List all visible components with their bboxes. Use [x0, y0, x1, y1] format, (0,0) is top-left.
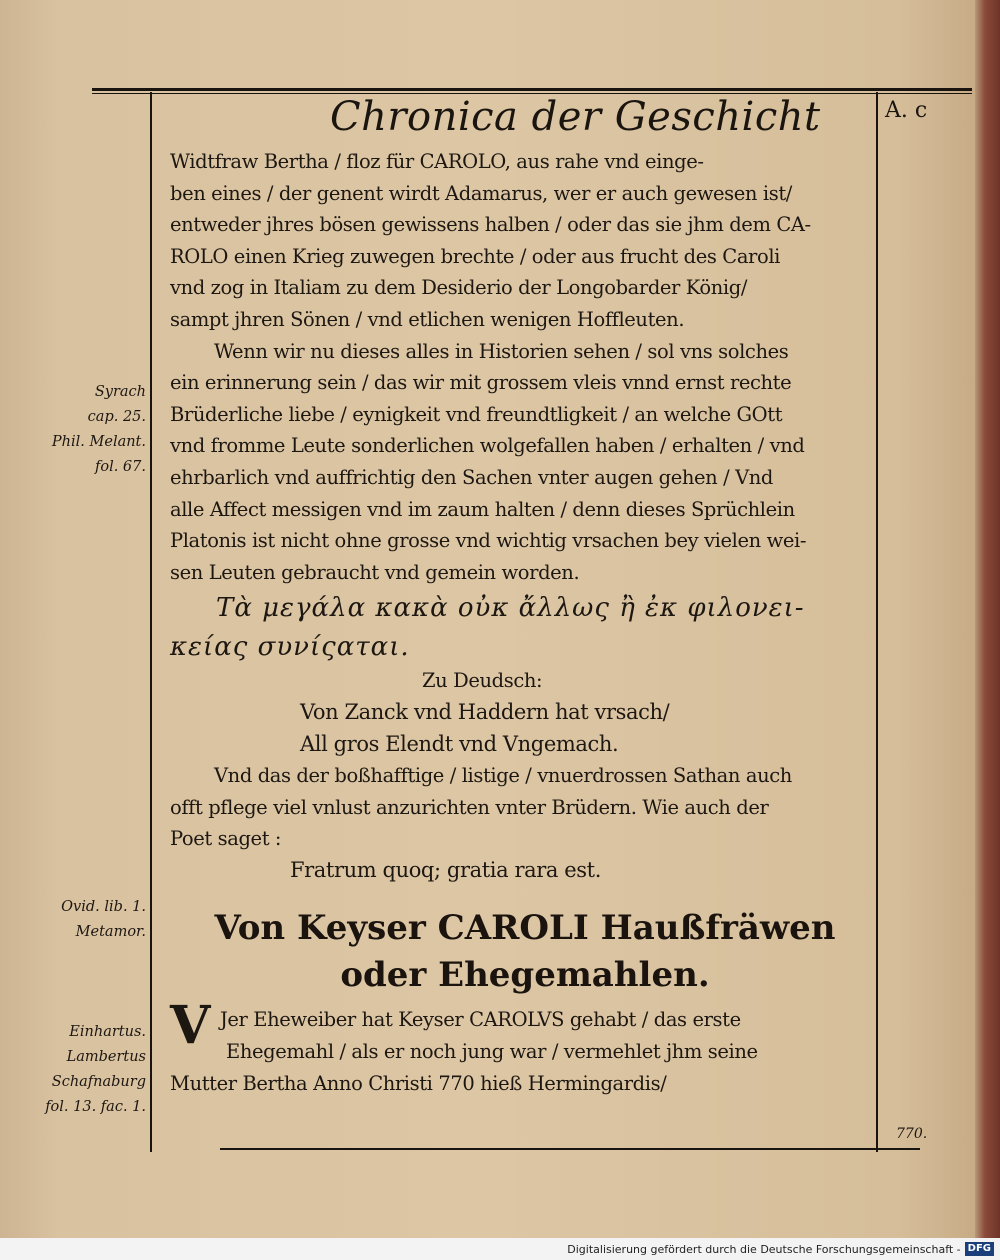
margin-note-line: Einhartus. — [69, 1024, 146, 1040]
latin-quote: Fratrum quoq; gratia rara est. — [290, 857, 601, 882]
main-text — [170, 146, 880, 1099]
greek-quote-line-2: κείας συνίςαται. — [170, 632, 410, 663]
section-heading-line-2: oder Ehegemahlen. — [340, 955, 710, 996]
margin-note-line: Lambertus — [66, 1049, 146, 1065]
text-line: sen Leuten gebraucht vnd gemein worden. — [170, 560, 580, 584]
paragraph-3 — [170, 760, 880, 855]
margin-note-syrach — [14, 380, 154, 480]
running-head: Chronica der Geschicht — [330, 94, 821, 140]
margin-rule-left — [150, 92, 152, 1152]
bottom-rule — [220, 1148, 920, 1150]
footer-credit: Digitalisierung gefördert durch die Deutsche Forschungsgemeinschaft - — [567, 1242, 961, 1256]
paragraph-4 — [170, 995, 880, 1099]
margin-note-line: Schafnaburg — [51, 1074, 146, 1090]
text-line: alle Affect messigen vnd im zaum halten / denn dieses Sprüchlein — [170, 497, 795, 521]
text-line: entweder jhres bösen gewissens halben / oder das sie jhm dem CA- — [170, 213, 811, 237]
margin-note-line: fol. 67. — [94, 459, 146, 475]
book-edge — [975, 0, 1000, 1238]
dfg-logo-icon[interactable]: DFG — [965, 1242, 994, 1256]
margin-note-line: Ovid. lib. 1. — [61, 899, 146, 915]
text-line: Platonis ist nicht ohne grosse vnd wichtig vrsachen bey vielen wei- — [170, 529, 807, 553]
text-line: Vnd das der boßhafftige / listige / vnuerdrossen Sathan auch — [214, 764, 792, 788]
text-line: Poet saget : — [170, 827, 282, 851]
text-line: sampt jhren Sönen / vnd etlichen wenigen Hoffleuten. — [170, 307, 685, 331]
text-line: ein erinnerung sein / das wir mit grossem vleis vnnd ernst rechte — [170, 371, 792, 395]
margin-note-line: cap. 25. — [87, 409, 146, 425]
margin-note-year: 770. — [896, 1126, 928, 1142]
text-line: ehrbarlich vnd auffrichtig den Sachen vnter augen gehen / Vnd — [170, 465, 774, 489]
verse-heading: Zu Deudsch: — [422, 669, 543, 693]
digitization-footer — [0, 1238, 1000, 1260]
top-rule — [92, 88, 972, 91]
paragraph-2 — [170, 336, 880, 589]
paragraph-1 — [170, 146, 880, 336]
corner-mark: A. c — [885, 98, 928, 123]
margin-note-line: Metamor. — [75, 924, 146, 940]
text-line: Wenn wir nu dieses alles in Historien sehen / sol vns solches — [214, 339, 789, 363]
text-line: ROLO einen Krieg zuwegen brechte / oder aus frucht des Caroli — [170, 244, 780, 268]
greek-quote-line-1: Τὰ μεγάλα κακὰ οὐκ ἄλλως ἢ ἐκ φιλονει- — [216, 593, 805, 624]
text-line: vnd fromme Leute sonderlichen wolgefallen haben / erhalten / vnd — [170, 434, 805, 458]
margin-note-line: Syrach — [94, 384, 146, 400]
text-line: Jer Eheweiber hat Keyser CAROLVS gehabt / das erste — [220, 1008, 741, 1032]
verse-line: All gros Elendt vnd Vngemach. — [300, 731, 619, 756]
margin-note-line: Phil. Melant. — [51, 434, 146, 450]
text-line: Ehegemahl / als er noch jung war / vermehlet jhm seine — [226, 1040, 758, 1064]
text-line: ben eines / der genent wirdt Adamarus, wer er auch gewesen ist/ — [170, 181, 792, 205]
decorated-initial: V — [170, 995, 210, 1057]
margin-note-ovid — [14, 895, 154, 945]
margin-note-einhartus — [14, 1020, 154, 1120]
text-line: Brüderliche liebe / eynigkeit vnd freundtligkeit / an welche GOtt — [170, 402, 783, 426]
section-heading-line-1: Von Keyser CAROLI Haußfräwen — [214, 908, 836, 949]
verse-line: Von Zanck vnd Haddern hat vrsach/ — [300, 699, 670, 724]
margin-note-line: fol. 13. fac. 1. — [45, 1099, 146, 1115]
text-line: Widtfraw Bertha / floz für CAROLO, aus rahe vnd einge- — [170, 150, 704, 173]
text-line: vnd zog in Italiam zu dem Desiderio der Longobarder König/ — [170, 276, 747, 300]
text-line: Mutter Bertha Anno Christi 770 hieß Hermingardis/ — [170, 1071, 667, 1095]
text-line: offt pflege viel vnlust anzurichten vnter Brüdern. Wie auch der — [170, 795, 769, 819]
